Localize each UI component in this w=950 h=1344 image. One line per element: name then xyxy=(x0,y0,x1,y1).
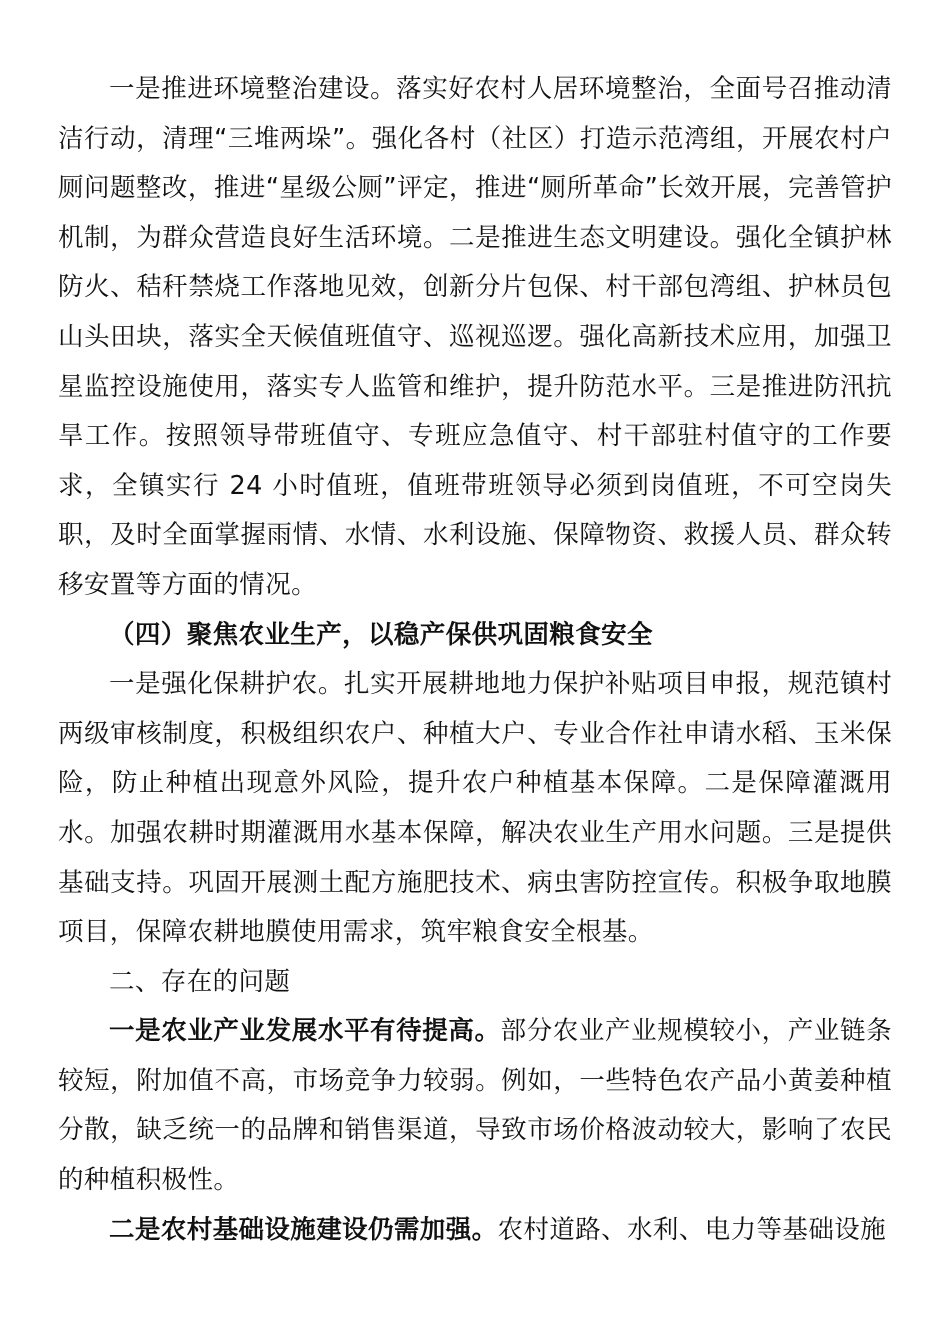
paragraph-environment: 一是推进环境整治建设。落实好农村人居环境整治，全面号召推动清洁行动，清理“三堆两垛”。强化各村（社区）打造示范湾组，开展农村户厕问题整改，推进“星级公厕”评定，推进“厕所革命”长效开展，完善管护机制，为群众营造良好生活环境。二是推进生态文明建设。强化全镇护林防火、秸秆禁烧工作落地见效，创新分片包保、村干部包湾组、护林员包山头田块，落实全天候值班值守、巡视巡逻。强化高新技术应用，加强卫星监控设施使用，落实专人监管和维护，提升防范水平。三是推进防汛抗旱工作。按照领导带班值守、专班应急值守、村干部驻村值守的工作要求，全镇实行 24 小时值班，值班带班领导必须到岗值班，不可空岗失职，及时全面掌握雨情、水情、水利设施、保障物资、救援人员、群众转移安置等方面的情况。 xyxy=(58,74,892,600)
section-title-problems: 二、存在的问题 xyxy=(109,966,291,997)
problem-one-body: 部分农业产业规模较小，产业链条较短，附加值不高，市场竞争力较弱。例如，一些特色农产品小黄姜种植分散，缺乏统一的品牌和销售渠道，导致市场价格波动较大，影响了农民的种植积极性。 xyxy=(58,1016,892,1196)
heading-section-four: （四）聚焦农业生产，以稳产保供巩固粮食安全 xyxy=(109,619,653,650)
problem-two-lead: 二是农村基础设施建设仍需加强。 xyxy=(109,1214,498,1245)
paragraph-problem-two xyxy=(58,1206,892,1256)
problem-one-lead: 一是农业产业发展水平有待提高。 xyxy=(109,1016,501,1047)
paragraph-agriculture: 一是强化保耕护农。扎实开展耕地地力保护补贴项目申报，规范镇村两级审核制度，积极组织农户、种植大户、专业合作社申请水稻、玉米保险，防止种植出现意外风险，提升农户种植基本保障。二是保障灌溉用水。加强农耕时期灌溉用水基本保障，解决农业生产用水问题。三是提供基础支持。巩固开展测土配方施肥技术、病虫害防控宣传。积极争取地膜项目，保障农耕地膜使用需求，筑牢粮食安全根基。 xyxy=(58,669,892,948)
document-page xyxy=(58,65,892,1255)
paragraph-problem-one xyxy=(58,1007,892,1205)
problem-two-body: 农村道路、水利、电力等基础设施 xyxy=(497,1214,887,1245)
